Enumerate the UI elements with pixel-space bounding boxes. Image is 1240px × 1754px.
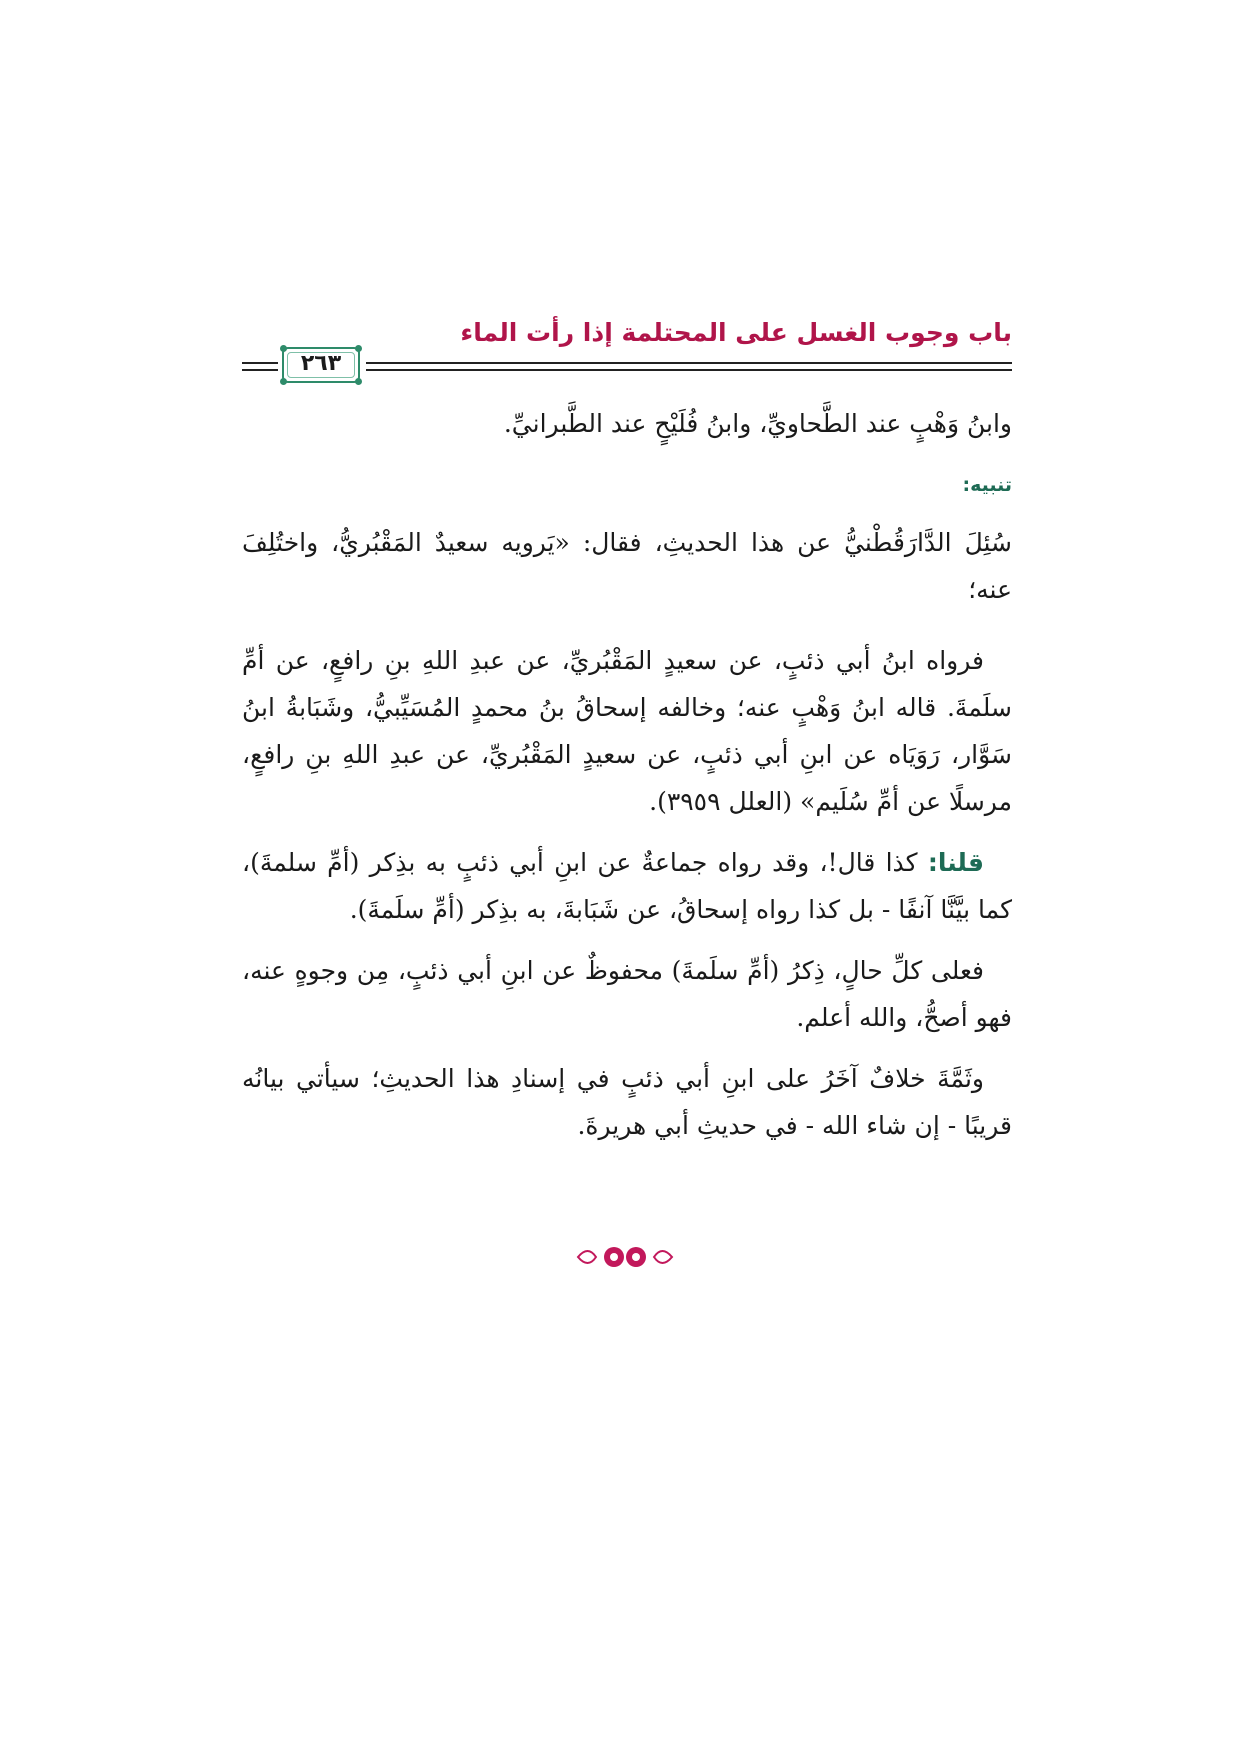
header-rule: [242, 362, 278, 364]
paragraph: سُئِلَ الدَّارَقُطْنيُّ عن هذا الحديثِ، فقال: «يَرويه سعيدٌ المَقْبُريُّ، واختُلِفَ عنه؛: [242, 528, 1012, 604]
floral-ornament-icon: [570, 1237, 680, 1277]
qulna-label: قلنا:: [927, 848, 984, 877]
paragraph: فرواه ابنُ أبي ذئبٍ، عن سعيدٍ المَقْبُريِّ، عن عبدِ اللهِ بنِ رافعٍ، عن أمِّ سلَمةَ. قاله ابنُ وَهْبٍ عنه؛ وخالفه إسحاقُ بنُ محمدٍ المُسَيِّبيُّ، وشَبَابةُ ابنُ سَوَّار، رَوَيَاه عن ابنِ أبي ذئبٍ، عن سعيدٍ المَقْبُريِّ، عن عبدِ اللهِ بنِ رافعٍ، مرسلًا عن أمِّ سُلَيم» (العلل ٣٩٥٩).: [242, 646, 1012, 816]
paragraph: [242, 839, 1012, 933]
page-header: [242, 318, 1012, 378]
header-rule: [366, 362, 1012, 364]
note-heading: تنبيه:: [962, 474, 1012, 496]
header-rule: [366, 369, 1012, 371]
page-number-frame: [282, 347, 360, 383]
frame-corner-icon: [355, 378, 362, 385]
paragraph: فعلى كلِّ حالٍ، ذِكرُ (أمِّ سلَمةَ) محفوظٌ عن ابنِ أبي ذئبٍ، مِن وجوهٍ عنه، فهو أصحُّ، والله أعلم.: [242, 956, 1012, 1032]
header-rule: [242, 369, 278, 371]
frame-corner-icon: [280, 378, 287, 385]
page-number: ٢٦٣: [300, 351, 342, 376]
paragraph: وثَمَّةَ خلافٌ آخَرُ على ابنِ أبي ذئبٍ في إسنادِ هذا الحديثِ؛ سيأتي بيانُه قريبًا - إن شاء الله - في حديثِ أبي هريرةَ.: [242, 1064, 1012, 1140]
paragraph-text: كذا قال!، وقد رواه جماعةٌ عن ابنِ أبي ذئبٍ به بذِكر (أمِّ سلمةَ)، كما بيَّنَّا آنفًا - بل كذا رواه إسحاقُ، عن شَبَابةَ، به بذِكر (أمِّ سلَمةَ).: [242, 848, 1012, 924]
page-content: [242, 400, 1012, 1149]
text-line: وابنُ وَهْبٍ عند الطَّحاويِّ، وابنُ فُلَيْحٍ عند الطَّبرانيِّ.: [503, 409, 1012, 438]
chapter-title: باب وجوب الغسل على المحتلمة إذا رأت الماء: [460, 318, 1012, 347]
